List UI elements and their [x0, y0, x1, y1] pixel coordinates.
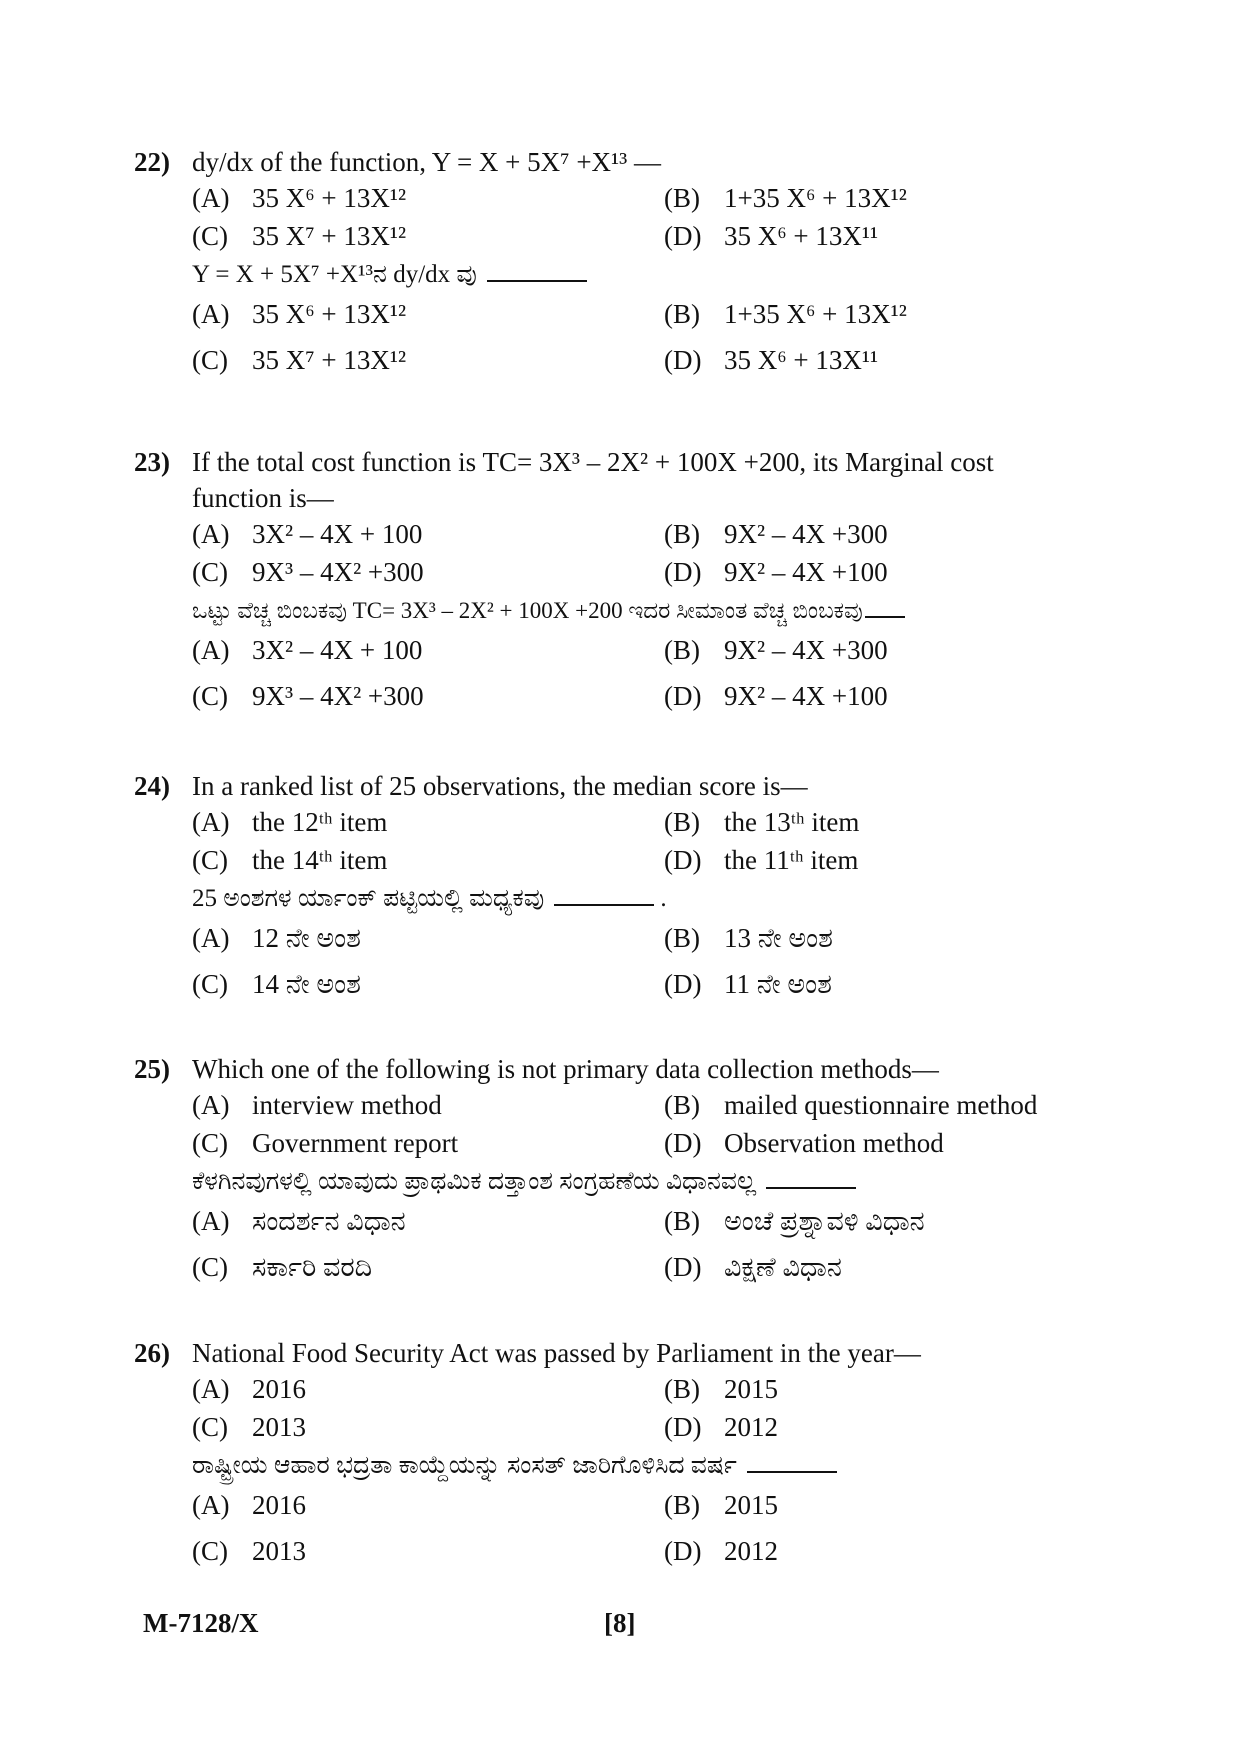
english-options [134, 179, 1114, 255]
option-c: (C) 35 X⁷ + 13X¹² [192, 221, 407, 251]
option-a: (A) 35 X⁶ + 13X¹² [192, 183, 407, 213]
answer-blank [554, 880, 654, 906]
option-d: (D) 2012 [664, 1536, 778, 1566]
option-a: (A) the 12ᵗʰ item [192, 807, 388, 837]
question-stem: Which one of the following is not primary data collection methods— [192, 1054, 939, 1084]
option-c: (C) Government report [192, 1128, 459, 1158]
kannada-stem: 25 ಅಂಶಗಳ ರ್ಯಾಂಕ್ ಪಟ್ಟಿಯಲ್ಲಿ ಮಧ್ಯಕವು [192, 885, 545, 912]
answer-blank [747, 1447, 837, 1473]
kannada-stem: ರಾಷ್ಟ್ರೀಯ ಆಹಾರ ಭದ್ರತಾ ಕಾಯ್ದೆಯನ್ನು ಸಂಸತ್ ಜಾರಿಗೊಳಿಸಿದ ವರ್ಷ [192, 1452, 737, 1479]
option-d: (D) 2012 [664, 1412, 778, 1442]
question-stem: dy/dx of the function, Y = X + 5X⁷ +X¹³ — [192, 147, 661, 177]
option-a: (A) 35 X⁶ + 13X¹² [192, 299, 407, 329]
option-c: (C) 2013 [192, 1536, 306, 1566]
question-number: 25) [134, 1054, 170, 1084]
option-b: (B) 2015 [664, 1374, 778, 1404]
english-options [134, 803, 1114, 879]
kannada-stem-line [134, 1446, 1114, 1486]
kannada-stem-line [134, 1162, 1114, 1202]
option-b: (B) ಅಂಚೆ ಪ್ರಶ್ನಾವಳಿ ವಿಧಾನ [664, 1206, 925, 1236]
option-d: (D) 9X² – 4X +100 [664, 557, 888, 587]
kannada-stem-line: 25 ಅಂಶಗಳ ರ್ಯಾಂಕ್ ಪಟ್ಟಿಯಲ್ಲಿ ಮಧ್ಯಕವು . [134, 879, 1114, 919]
option-a: (A) 2016 [192, 1374, 306, 1404]
question-number: 26) [134, 1338, 170, 1368]
question-stem-continued: function is— [192, 483, 334, 513]
question-stem: In a ranked list of 25 observations, the median score is— [192, 771, 808, 801]
kannada-stem-line [134, 591, 1114, 631]
kannada-options [134, 631, 1114, 723]
question-22 [134, 143, 1114, 387]
option-b: (B) 1+35 X⁶ + 13X¹² [664, 183, 907, 213]
question-stem: If the total cost function is TC= 3X³ – 2X² + 100X +200, its Marginal cost [192, 447, 994, 477]
question-stem-line [134, 143, 1114, 179]
page-number: [8] [604, 1608, 636, 1638]
kannada-stem: Y = X + 5X⁷ +X¹³ನ dy/dx ವು [192, 261, 477, 288]
english-options [134, 1370, 1114, 1446]
answer-blank [766, 1163, 856, 1189]
question-number: 22) [134, 147, 170, 177]
option-c: (C) ಸರ್ಕಾರಿ ವರದಿ [192, 1252, 373, 1282]
kannada-stem: ಕೆಳಗಿನವುಗಳಲ್ಲಿ ಯಾವುದು ಪ್ರಾಥಮಿಕ ದತ್ತಾಂಶ ಸಂಗ್ರಹಣೆಯ ವಿಧಾನವಲ್ಲ [192, 1168, 757, 1195]
question-number: 24) [134, 771, 170, 801]
option-b: (B) 9X² – 4X +300 [664, 635, 888, 665]
paper-code: M-7128/X [143, 1608, 259, 1638]
option-d: (D) ವಿಕ್ಷಣೆ ವಿಧಾನ [664, 1252, 842, 1282]
option-b: (B) 2015 [664, 1490, 778, 1520]
kannada-options [134, 295, 1114, 387]
option-a: (A) ಸಂದರ್ಶನ ವಿಧಾನ [192, 1206, 406, 1236]
option-d: (D) 11 ನೇ ಅಂಶ [664, 969, 832, 999]
kannada-stem: ಒಟ್ಟು ವೆಚ್ಚ ಬಿಂಬಕವು TC= 3X³ – 2X² + 100X +200 ಇದರ ಸೀಮಾಂತ ವೆಚ್ಚ ಬಿಂಬಕವು [192, 598, 863, 623]
option-d: (D) 35 X⁶ + 13X¹¹ [664, 221, 879, 251]
option-c: (C) the 14ᵗʰ item [192, 845, 388, 875]
kannada-options [134, 919, 1114, 1011]
option-b: (B) 1+35 X⁶ + 13X¹² [664, 299, 907, 329]
option-a: (A) interview method [192, 1090, 442, 1120]
question-25 [134, 1050, 1114, 1294]
question-23 [134, 443, 1114, 723]
question-stem-line [134, 443, 1114, 479]
kannada-options [134, 1202, 1114, 1294]
option-b: (B) the 13ᵗʰ item [664, 807, 860, 837]
question-stem-line [134, 1334, 1114, 1370]
answer-blank [865, 592, 905, 618]
english-options [134, 1086, 1114, 1162]
option-c: (C) 2013 [192, 1412, 306, 1442]
kannada-stem-line [134, 255, 1114, 295]
option-d: (D) 9X² – 4X +100 [664, 681, 888, 711]
option-d: (D) Observation method [664, 1128, 944, 1158]
option-c: (C) 9X³ – 4X² +300 [192, 557, 424, 587]
option-b: (B) 9X² – 4X +300 [664, 519, 888, 549]
option-d: (D) 35 X⁶ + 13X¹¹ [664, 345, 879, 375]
option-b: (B) 13 ನೇ ಅಂಶ [664, 923, 833, 953]
option-c: (C) 35 X⁷ + 13X¹² [192, 345, 407, 375]
option-a: (A) 3X² – 4X + 100 [192, 635, 423, 665]
question-stem-line [134, 1050, 1114, 1086]
answer-blank [487, 256, 587, 282]
english-options [134, 515, 1114, 591]
option-c: (C) 9X³ – 4X² +300 [192, 681, 424, 711]
question-26 [134, 1334, 1114, 1578]
kannada-options [134, 1486, 1114, 1578]
question-stem-line [134, 767, 1114, 803]
option-d: (D) the 11ᵗʰ item [664, 845, 859, 875]
question-stem-line [134, 479, 1114, 515]
option-a: (A) 2016 [192, 1490, 306, 1520]
option-a: (A) 3X² – 4X + 100 [192, 519, 423, 549]
option-c: (C) 14 ನೇ ಅಂಶ [192, 969, 361, 999]
question-number: 23) [134, 447, 170, 477]
option-b: (B) mailed questionnaire method [664, 1090, 1038, 1120]
question-stem: National Food Security Act was passed by Parliament in the year— [192, 1338, 921, 1368]
question-24 [134, 767, 1114, 1011]
option-a: (A) 12 ನೇ ಅಂಶ [192, 923, 361, 953]
